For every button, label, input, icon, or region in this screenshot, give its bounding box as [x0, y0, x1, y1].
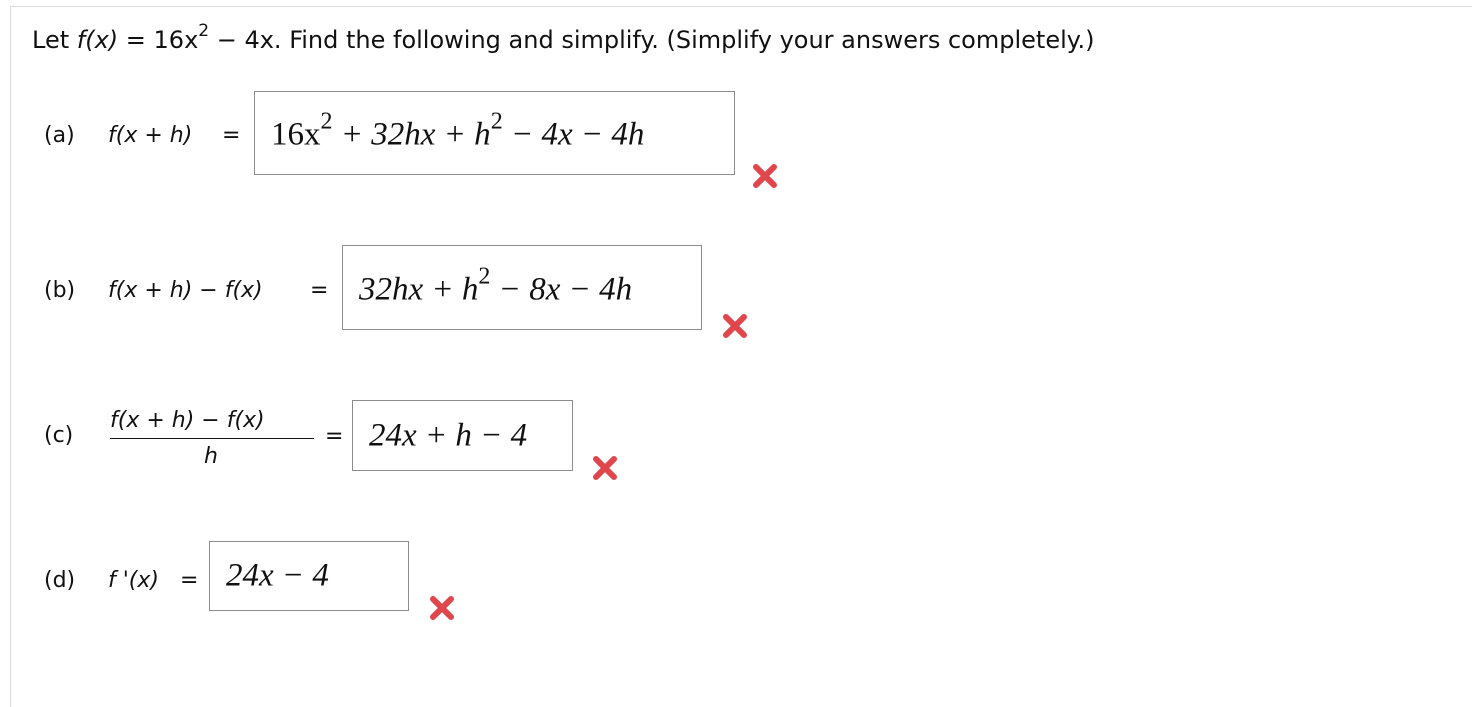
part-a-expression: f(x + h)	[108, 123, 193, 148]
part-d-label: (d)	[44, 568, 76, 593]
part-a-equals: =	[222, 123, 241, 148]
problem-statement: Let $f(x) = 16x^2 - 4x$. Find the following and simplify. (Simplify your answers completely.)	[32, 21, 1095, 54]
part-b-answer-input[interactable]	[342, 245, 702, 330]
part-d-answer-text: 24x − 4	[226, 557, 329, 594]
part-b-equals: =	[310, 278, 329, 303]
part-d-x-mark-icon	[429, 595, 455, 621]
part-c-fraction	[110, 408, 314, 478]
part-d-answer-input[interactable]	[209, 541, 409, 611]
part-a-answer-input[interactable]	[254, 91, 735, 175]
part-b-label: (b)	[44, 278, 76, 303]
part-b-x-mark-icon	[722, 313, 748, 339]
part-c-answer-input[interactable]	[352, 400, 573, 471]
part-c-fraction-bar	[110, 438, 314, 439]
part-d-equals: =	[180, 568, 199, 593]
part-b-answer-text: $32hx + h^2 - 8x - 4h$	[359, 263, 633, 307]
part-c-x-mark-icon	[592, 455, 618, 481]
part-c-label: (c)	[44, 423, 74, 448]
part-c-numerator: f(x + h) − f(x)	[110, 408, 265, 433]
part-b-expression: f(x + h) − f(x)	[108, 278, 263, 303]
part-a-x-mark-icon	[752, 163, 778, 189]
part-c-denominator: h	[204, 444, 218, 469]
part-a-label: (a)	[44, 123, 75, 148]
part-c-equals: =	[325, 424, 344, 449]
part-a-answer-text: $16x^2 + 32hx + h^2 - 4x - 4h$	[271, 108, 645, 153]
part-c-answer-text: 24x + h − 4	[369, 417, 528, 453]
part-d-expression: f '(x)	[108, 568, 159, 593]
